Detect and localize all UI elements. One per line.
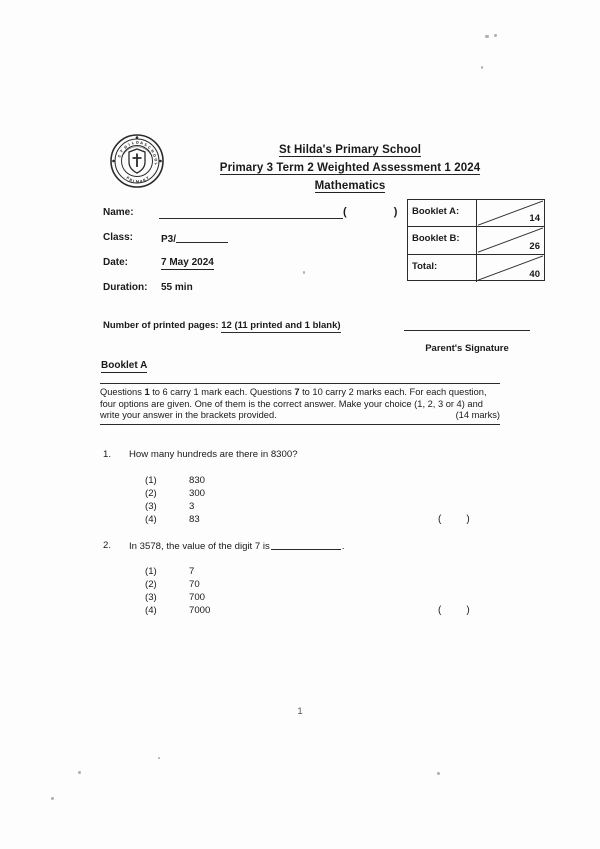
answer-bracket[interactable] xyxy=(438,514,470,525)
page-number: 1 xyxy=(297,706,303,717)
printed-pages-note xyxy=(103,320,341,331)
svg-text:L: L xyxy=(153,162,159,166)
option-key: (4) xyxy=(145,514,157,525)
option-value: 70 xyxy=(189,579,200,590)
option-key: (3) xyxy=(145,501,157,512)
marks-label: Booklet A: xyxy=(412,206,460,217)
printed-pages-value: 12 (11 printed and 1 blank) xyxy=(221,320,341,331)
svg-text:S: S xyxy=(143,142,148,148)
svg-text:I: I xyxy=(127,142,131,147)
option-key: (1) xyxy=(145,566,157,577)
option-key: (3) xyxy=(145,592,157,603)
duration-row xyxy=(103,282,403,307)
svg-text:O: O xyxy=(151,153,157,159)
scan-artifact xyxy=(78,771,81,774)
scan-artifact xyxy=(51,797,54,800)
svg-text:O: O xyxy=(153,157,159,163)
parent-signature-label: Parent's Signature xyxy=(425,343,509,354)
date-row xyxy=(103,257,403,282)
svg-text:M: M xyxy=(135,179,140,185)
school-crest-icon xyxy=(109,133,165,189)
answer-blank-line[interactable] xyxy=(271,540,341,550)
bracket-open: ( xyxy=(438,605,442,616)
question-number: 1. xyxy=(103,449,112,460)
name-index-brackets[interactable]: ( ) xyxy=(343,206,420,218)
option-key: (4) xyxy=(145,605,157,616)
bracket-open: ( xyxy=(438,514,442,525)
subject-title: Mathematics xyxy=(314,180,386,192)
marks-score-cell[interactable] xyxy=(476,227,544,253)
svg-text:P: P xyxy=(125,175,130,181)
svg-text:I: I xyxy=(132,179,135,184)
marks-row-booklet-a xyxy=(408,200,544,227)
scan-artifact xyxy=(158,757,160,759)
name-label: Name: xyxy=(103,207,134,218)
svg-text:D: D xyxy=(135,140,140,145)
student-details-form xyxy=(103,206,420,307)
bracket-close: ) xyxy=(466,605,470,616)
option-value: 83 xyxy=(189,514,200,525)
date-value: 7 May 2024 xyxy=(161,257,214,268)
marks-label: Booklet B: xyxy=(412,233,460,245)
svg-text:Y: Y xyxy=(145,175,150,181)
marks-total-value: 26 xyxy=(529,240,540,252)
marks-score-cell[interactable] xyxy=(476,255,544,282)
class-value[interactable]: P3/ xyxy=(161,232,228,245)
bracket-close: ) xyxy=(466,514,470,525)
instructions-block xyxy=(100,383,500,425)
option-value: 300 xyxy=(189,488,206,499)
duration-value: 55 min xyxy=(161,282,193,293)
booklet-marks-total: (14 marks) xyxy=(455,410,500,421)
option-key: (2) xyxy=(145,488,157,499)
option-value: 3 xyxy=(189,501,195,512)
booklet-heading: Booklet A xyxy=(101,360,148,371)
svg-text:A: A xyxy=(139,141,144,146)
marks-total-value: 14 xyxy=(529,213,540,225)
question-header xyxy=(103,449,503,463)
question-number: 2. xyxy=(103,540,112,551)
option-value: 7 xyxy=(189,566,195,577)
marks-label: Total: xyxy=(412,260,438,272)
instructions-line-1: Questions 1 to 6 carry 1 mark each. Questions 7 to 10 carry 2 marks each. For each question, xyxy=(100,387,487,397)
svg-text:H: H xyxy=(149,148,155,154)
svg-text:S: S xyxy=(117,154,122,159)
svg-text:T: T xyxy=(119,149,124,154)
question-1 xyxy=(103,449,503,525)
assessment-title: Primary 3 Term 2 Weighted Assessment 1 2024 xyxy=(219,162,481,174)
parent-signature-line[interactable] xyxy=(404,330,530,331)
question-text: In 3578, the value of the digit 7 is . xyxy=(129,541,345,552)
answer-bracket[interactable] xyxy=(438,605,470,616)
marks-score-cell[interactable] xyxy=(476,200,544,226)
svg-text:L: L xyxy=(131,141,135,146)
option-value: 830 xyxy=(189,475,206,486)
instructions-line-3: write your answer in the brackets provided. xyxy=(100,410,277,421)
marks-row-total xyxy=(408,255,544,282)
marks-table xyxy=(407,199,545,281)
option-value: 7000 xyxy=(189,605,211,616)
instructions-line-3-row xyxy=(100,410,500,422)
question-2 xyxy=(103,540,503,616)
marks-row-booklet-b xyxy=(408,227,544,254)
svg-text:H: H xyxy=(123,144,129,150)
question-range-start: 1 xyxy=(144,387,150,397)
svg-text:C: C xyxy=(146,145,152,151)
class-row xyxy=(103,232,403,257)
name-input-line[interactable] xyxy=(159,218,343,219)
school-name: St Hilda's Primary School xyxy=(279,144,421,156)
instructions-line-2: four options are given. One of them is the correct answer. Make your choice (1, 2, 3 or 4) and xyxy=(100,398,483,409)
date-label: Date: xyxy=(103,257,129,268)
scan-artifact xyxy=(437,772,440,775)
printed-pages-label: Number of printed pages: xyxy=(103,320,219,331)
option-value: 700 xyxy=(189,592,206,603)
name-row xyxy=(103,206,420,232)
svg-text:R: R xyxy=(128,177,133,183)
marks-total-value: 40 xyxy=(529,268,540,280)
question-text: How many hundreds are there in 8300? xyxy=(129,449,298,460)
class-label: Class: xyxy=(103,232,134,243)
option-key: (2) xyxy=(145,579,157,590)
svg-text:R: R xyxy=(142,178,147,183)
document-title-block xyxy=(185,142,515,196)
scan-artifact xyxy=(481,66,483,69)
duration-label: Duration: xyxy=(103,282,148,293)
class-input-line[interactable] xyxy=(176,232,228,243)
scan-artifact xyxy=(494,34,497,37)
option-key: (1) xyxy=(145,475,157,486)
question-range-second: 7 xyxy=(294,387,300,397)
svg-text:A: A xyxy=(139,179,143,184)
scan-artifact xyxy=(485,35,489,38)
question-header xyxy=(103,540,503,554)
